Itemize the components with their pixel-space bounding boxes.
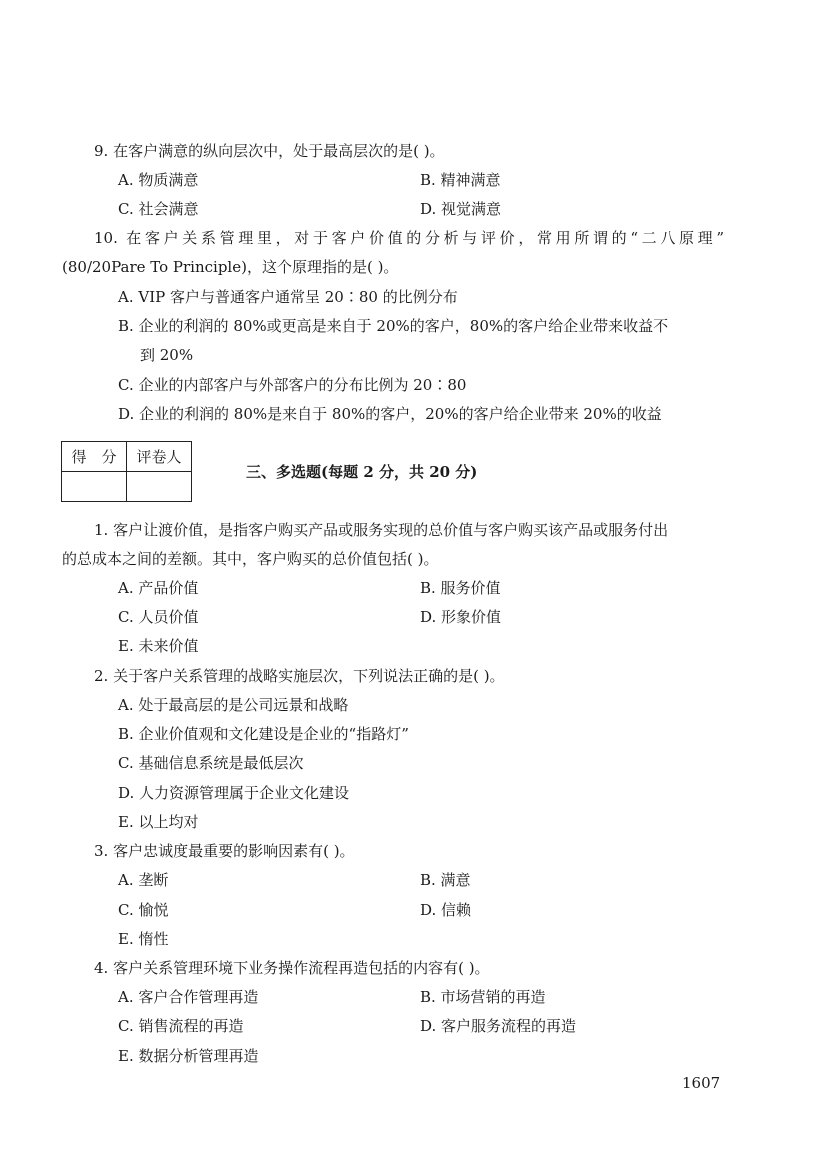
m2-option-d: D. 人力资源管理属于企业文化建设 (118, 784, 350, 802)
score-table (61, 441, 192, 502)
m1-option-e: E. 未来价值 (118, 637, 199, 655)
m4-option-c: C. 销售流程的再造 (118, 1017, 244, 1035)
q10-stem-line1: 10. 在客户关系管理里，对于客户价值的分析与评价，常用所谓的“二八原理” (94, 229, 724, 247)
m3-option-b: B. 满意 (420, 871, 471, 889)
m2-option-e: E. 以上均对 (118, 813, 199, 831)
m1-option-d: D. 形象价值 (420, 608, 502, 626)
score-cell[interactable] (62, 472, 127, 502)
section-title: 三、多选题(每题 2 分，共 20 分) (246, 463, 478, 481)
q9-option-a: A. 物质满意 (118, 171, 199, 189)
m4-option-b: B. 市场营销的再造 (420, 988, 546, 1006)
m4-option-a: A. 客户合作管理再造 (118, 988, 259, 1006)
q10-stem-line2: (80/20Pare To Principle)，这个原理指的是( )。 (62, 258, 399, 276)
m3-option-d: D. 信赖 (420, 901, 472, 919)
m4-option-e: E. 数据分析管理再造 (118, 1047, 259, 1065)
q10-option-c: C. 企业的内部客户与外部客户的分布比例为 20∶80 (118, 376, 467, 394)
score-label: 得 分 (62, 442, 127, 472)
q9-option-c: C. 社会满意 (118, 200, 199, 218)
grader-label: 评卷人 (127, 442, 192, 472)
grader-cell[interactable] (127, 472, 192, 502)
m1-stem-line1: 1. 客户让渡价值，是指客户购买产品或服务实现的总价值与客户购买该产品或服务付出 (94, 521, 669, 539)
m1-option-c: C. 人员价值 (118, 608, 199, 626)
q10-option-b-line2: 到 20% (140, 346, 194, 364)
q10-option-a: A. VIP 客户与普通客户通常呈 20∶80 的比例分布 (118, 288, 458, 306)
q10-option-b-line1: B. 企业的利润的 80%或更高是来自于 20%的客户，80%的客户给企业带来收益不 (118, 317, 669, 335)
m1-stem-line2: 的总成本之间的差额。其中，客户购买的总价值包括( )。 (62, 550, 439, 568)
page-number: 1607 (682, 1074, 721, 1092)
m2-option-b: B. 企业价值观和文化建设是企业的“指路灯” (118, 725, 409, 743)
m1-option-a: A. 产品价值 (118, 579, 199, 597)
m4-stem: 4. 客户关系管理环境下业务操作流程再造包括的内容有( )。 (94, 959, 490, 977)
q10-option-d: D. 企业的利润的 80%是来自于 80%的客户，20%的客户给企业带来 20%的收益 (118, 405, 662, 423)
m1-option-b: B. 服务价值 (420, 579, 501, 597)
q9-option-b: B. 精神满意 (420, 171, 501, 189)
m2-option-c: C. 基础信息系统是最低层次 (118, 754, 304, 772)
m3-option-e: E. 惰性 (118, 930, 169, 948)
q9-option-d: D. 视觉满意 (420, 200, 502, 218)
m3-stem: 3. 客户忠诚度最重要的影响因素有( )。 (94, 842, 355, 860)
m2-stem: 2. 关于客户关系管理的战略实施层次，下列说法正确的是( )。 (94, 667, 505, 685)
q9-stem: 9. 在客户满意的纵向层次中，处于最高层次的是( )。 (94, 142, 445, 160)
m4-option-d: D. 客户服务流程的再造 (420, 1017, 577, 1035)
m3-option-a: A. 垄断 (118, 871, 169, 889)
m2-option-a: A. 处于最高层的是公司远景和战略 (118, 696, 349, 714)
m3-option-c: C. 愉悦 (118, 901, 169, 919)
